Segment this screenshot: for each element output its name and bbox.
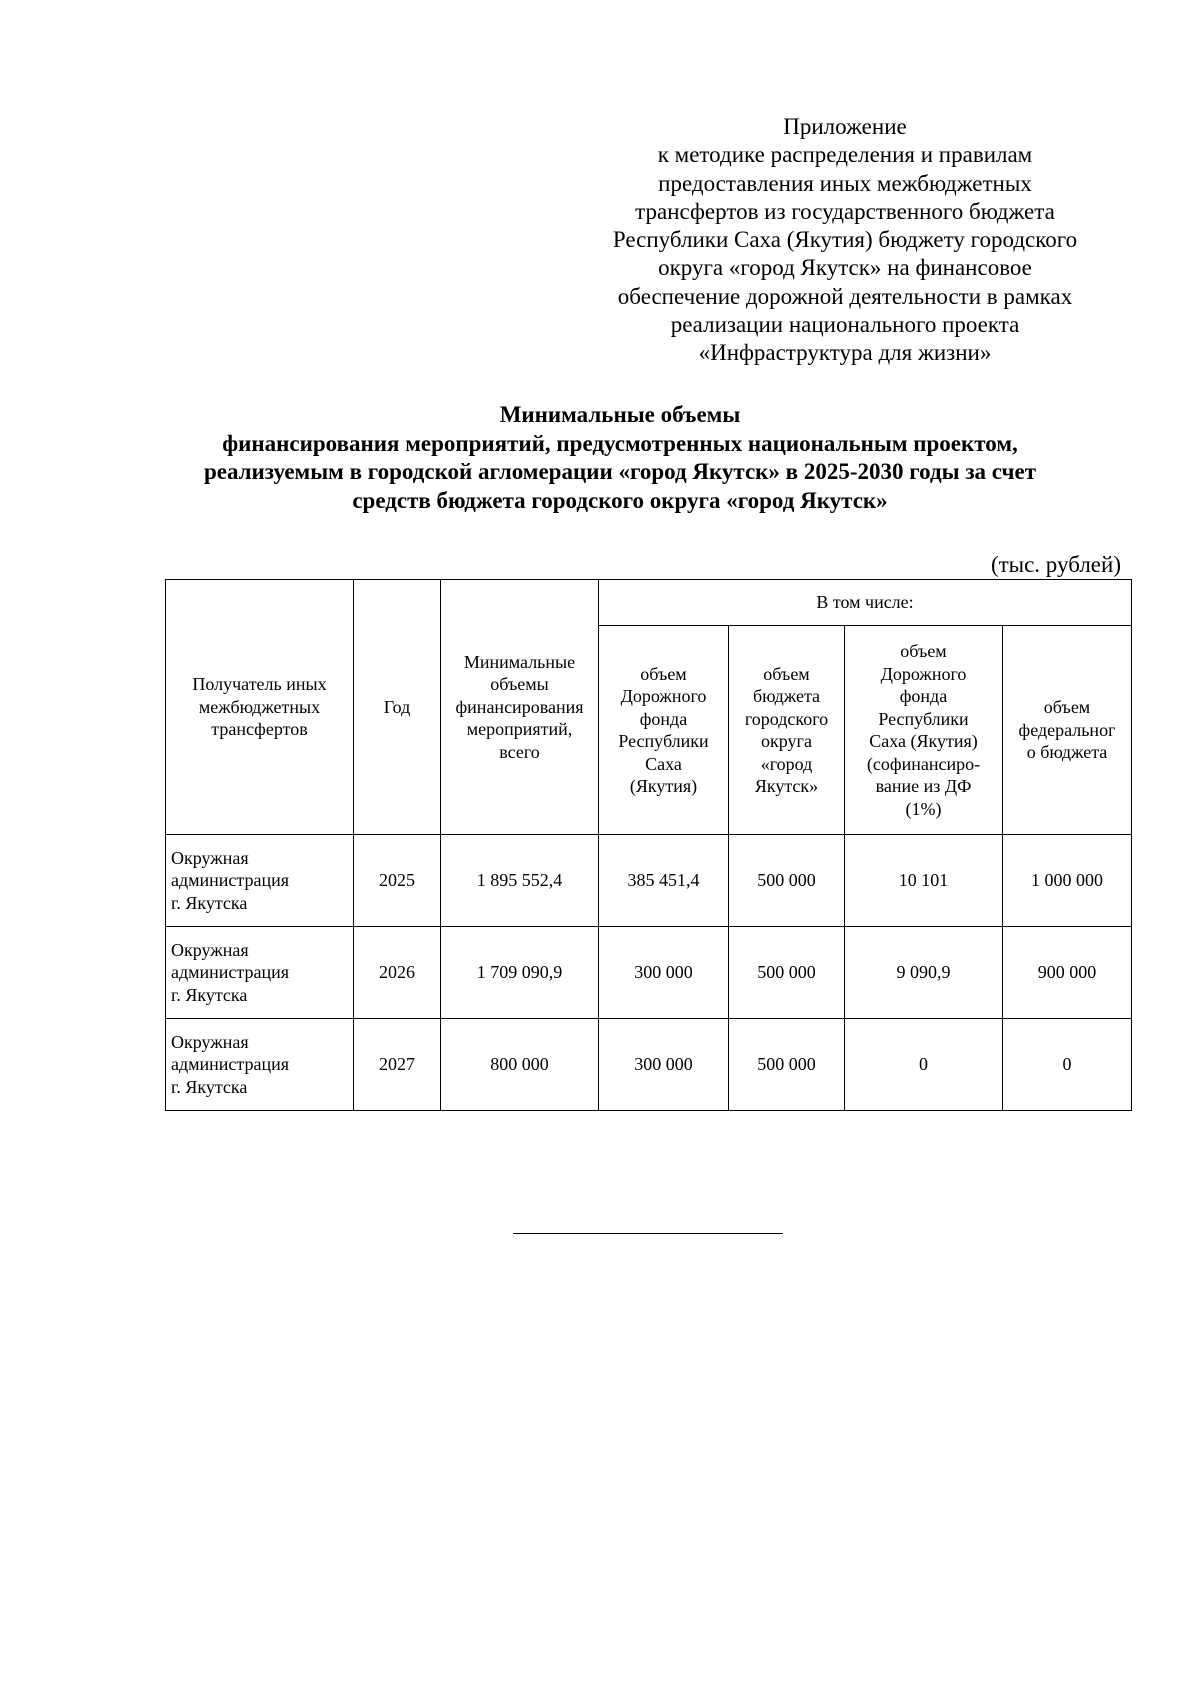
cell-text-line: объем	[763, 663, 810, 684]
cell-year: 2025	[354, 835, 441, 927]
appendix-block	[590, 113, 1100, 368]
cell-recipient	[166, 1019, 354, 1111]
cell-text-line: (Якутия)	[629, 776, 698, 796]
cell-text-line: вание из ДФ	[875, 776, 972, 796]
cell-text-line: бюджета	[752, 686, 821, 706]
cell-text-line: Минимальные	[463, 651, 576, 672]
cell-text-line: г. Якутска	[171, 984, 248, 1005]
title-line: Минимальные объемы	[499, 402, 741, 427]
cell-text-line: Год	[383, 696, 411, 717]
cell-city-budget: 500 000	[729, 927, 845, 1019]
cell-text-line: объем	[640, 663, 687, 684]
appendix-line: «Инфраструктура для жизни»	[698, 340, 992, 366]
cell-text-line: Дорожного	[880, 663, 967, 684]
cell-road-fund-cofinancing: 0	[845, 1019, 1003, 1111]
units-label: (тыс. рублей)	[990, 552, 1121, 577]
cell-recipient	[166, 927, 354, 1019]
title-line: финансирования мероприятий, предусмотренных национальным проектом,	[222, 430, 1018, 456]
header-group: В том числе:	[599, 580, 1132, 626]
header-federal	[1003, 626, 1132, 835]
cell-year: 2026	[354, 927, 441, 1019]
cell-text-line: объемы	[490, 674, 549, 695]
cell-text-line: объем	[1043, 697, 1091, 718]
cell-total: 1 709 090,9	[441, 927, 599, 1019]
header-city-budget	[729, 626, 845, 835]
header-road-fund	[599, 626, 729, 835]
cell-text-line: трансфертов	[211, 719, 308, 740]
table-row	[166, 927, 1132, 1019]
cell-text-line: администрация	[171, 962, 290, 983]
cell-text-line: мероприятий,	[466, 719, 573, 740]
header-row	[166, 580, 1132, 626]
table-row	[166, 1019, 1132, 1111]
cell-text-line: г. Якутска	[171, 892, 248, 913]
closing-separator-line	[513, 1233, 783, 1234]
cell-text-line: (1%)	[905, 798, 942, 819]
cell-text-line: г. Якутска	[171, 1076, 248, 1097]
cell-text-line: Окружная	[171, 847, 249, 868]
appendix-line: Республики Саха (Якутия) бюджету городского	[612, 227, 1078, 253]
header-year	[354, 580, 441, 835]
cell-city-budget: 500 000	[729, 1019, 845, 1111]
cell-road-fund-cofinancing: 9 090,9	[845, 927, 1003, 1019]
cell-road-fund: 385 451,4	[599, 835, 729, 927]
cell-text-line: «город	[760, 753, 813, 774]
cell-text-line: Саха (Якутия)	[869, 731, 978, 751]
header-recipient	[166, 580, 354, 835]
cell-text-line: Получатель иных	[192, 674, 327, 695]
cell-text-line: о бюджета	[1026, 742, 1108, 763]
cell-text-line: Республики	[618, 731, 709, 751]
document-title	[120, 401, 1120, 516]
header-road-fund-cofinancing	[845, 626, 1003, 835]
appendix-line: к методике распределения и правилам	[657, 142, 1033, 168]
title-line: средств бюджета городского округа «город Якутск»	[352, 488, 888, 514]
cell-text-line: Якутск»	[754, 776, 819, 796]
cell-text-line: Дорожного	[620, 686, 707, 706]
cell-year: 2027	[354, 1019, 441, 1111]
cell-recipient	[166, 835, 354, 927]
cell-text-line: Республики	[878, 708, 969, 729]
cell-road-fund: 300 000	[599, 1019, 729, 1111]
cell-text-line: (софинансиро-	[866, 753, 981, 774]
appendix-line: предоставления иных межбюджетных	[658, 170, 1032, 196]
cell-text-line: администрация	[171, 1054, 290, 1075]
table-row	[166, 835, 1132, 927]
cell-text-line: финансирования	[455, 696, 584, 717]
cell-text-line: Окружная	[171, 1031, 249, 1052]
cell-text-line: округа	[761, 731, 812, 751]
cell-text-line: межбюджетных	[198, 696, 321, 717]
cell-total: 800 000	[441, 1019, 599, 1111]
cell-text-line: Окружная	[171, 939, 249, 960]
financing-table	[165, 579, 1132, 1111]
cell-text-line: фонда	[899, 686, 948, 706]
cell-federal: 900 000	[1003, 927, 1132, 1019]
cell-text-line: всего	[499, 741, 540, 762]
appendix-line: реализации национального проекта	[670, 312, 1020, 338]
cell-total: 1 895 552,4	[441, 835, 599, 927]
cell-federal: 1 000 000	[1003, 835, 1132, 927]
cell-text-line: администрация	[171, 870, 290, 891]
header-total	[441, 580, 599, 835]
appendix-line: Приложение	[783, 114, 907, 139]
cell-text-line: федеральног	[1018, 719, 1116, 740]
title-line: реализуемым в городской агломерации «город Якутск» в 2025-2030 годы за счет	[203, 459, 1037, 485]
appendix-line: обеспечение дорожной деятельности в рамках	[617, 283, 1073, 309]
appendix-line: трансфертов из государственного бюджета	[635, 198, 1055, 224]
cell-text-line: Саха	[645, 753, 682, 774]
cell-text-line: фонда	[639, 708, 688, 729]
cell-road-fund: 300 000	[599, 927, 729, 1019]
appendix-line: округа «город Якутск» на финансовое	[658, 255, 1032, 281]
cell-road-fund-cofinancing: 10 101	[845, 835, 1003, 927]
cell-city-budget: 500 000	[729, 835, 845, 927]
cell-text-line: городского	[744, 708, 829, 729]
cell-federal: 0	[1003, 1019, 1132, 1111]
cell-text-line: объем	[900, 641, 947, 661]
